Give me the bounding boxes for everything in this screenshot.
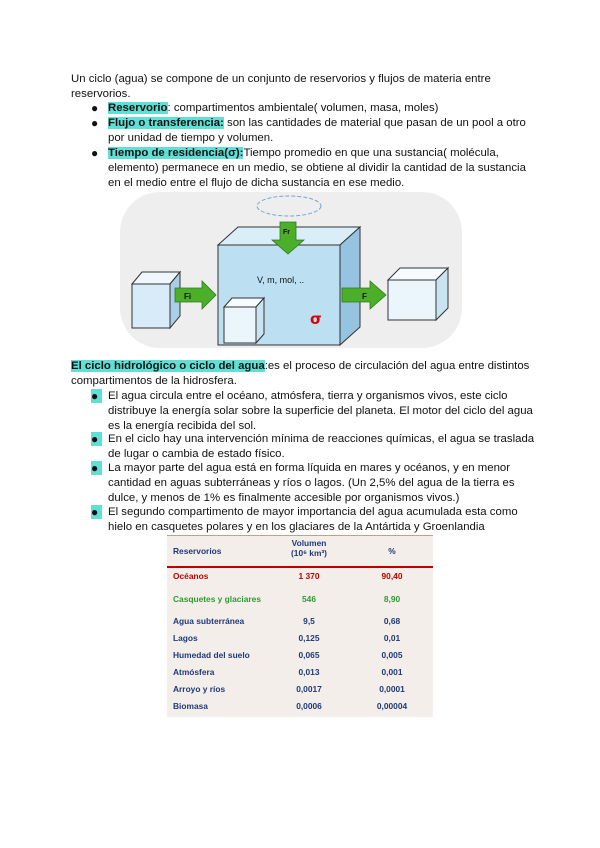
term-flujo: Flujo o transferencia: [108, 117, 224, 129]
percent-cell: 0,00004 [376, 701, 408, 711]
input-flux-arrow [175, 281, 216, 309]
definition-text: son las cantidades de material que pasan de un pool a otro [223, 117, 526, 129]
table-header [167, 536, 433, 568]
reservoir-diagram-svg [120, 192, 462, 348]
percent-cell: 0,0001 [379, 684, 405, 694]
definition-reservorio [91, 101, 535, 116]
percent-cell: 0,68 [383, 616, 401, 626]
hydro-definition-text-2: compartimentos de la hidrosfera. [71, 375, 237, 387]
term-tiempo-residencia: Tiempo de residencia(σ): [108, 147, 244, 159]
bullet-dot: ● [91, 505, 102, 519]
bullet-line: El segundo compartimento de mayor importancia del agua acumulada esta como [108, 506, 518, 518]
bullet-item [91, 389, 535, 434]
reservoir-name-cell: Biomasa [173, 701, 208, 711]
bullet-line: cantidad en aguas subterráneas y ríos o lagos. (Un 2,5% del agua de la tierra es [108, 477, 515, 489]
water-reservoirs-table [167, 535, 433, 717]
header-reservorios: Reservorios [173, 546, 222, 556]
definition-text: : compartimentos ambientale( volumen, masa, moles) [167, 102, 439, 114]
intro-line-1: Un ciclo (agua) se compone de un conjunto de reservorios y flujos de materia entre [71, 73, 491, 85]
bullet-dot: ● [91, 146, 99, 160]
definition-text: en el medio entre el flujo de dicha sustancia en ese medio. [108, 177, 405, 189]
bullet-item [91, 505, 535, 535]
top-flux-label: Fr [283, 229, 290, 236]
bullet-item [91, 432, 535, 462]
atmosphere-ellipse [257, 196, 321, 216]
bullet-line: de lugar o cambia de estado físico. [108, 448, 285, 460]
input-flux-label: Fi [184, 292, 192, 301]
header-volumen-unit: (10⁶ km³) [291, 548, 327, 558]
volume-cell: 9,5 [303, 616, 315, 626]
bullet-line: hielo en casquetes polares y en los glaciares de la Antártida y Groenlandia [108, 521, 485, 533]
bullet-line: distribuye la energía solar sobre la superficie del planeta. El motor del ciclo del agua [108, 405, 533, 417]
output-flux-label: F [362, 292, 367, 301]
bullet-dot: ● [91, 432, 102, 446]
term-ciclo-hidrologico: El ciclo hidrológico o ciclo del agua [71, 360, 265, 372]
hydro-definition-text: :es el proceso de circulación del agua entre distintos [264, 360, 530, 372]
bullet-line: dulce, y menos de 1% es finalmente accesible por organismos vivos.) [108, 492, 460, 504]
bullet-line: La mayor parte del agua está en forma líquida en mares y océanos, y en menor [108, 462, 511, 474]
bullet-line: El agua circula entre el océano, atmósfera, tierra y organismos vivos, este ciclo [108, 390, 508, 402]
percent-cell: 8,90 [383, 594, 401, 604]
volume-cell: 0,0017 [296, 684, 322, 694]
percent-cell: 0,001 [381, 667, 403, 677]
reservoir-name-cell: Atmósfera [173, 667, 215, 677]
reservoir-name-cell: Lagos [173, 633, 198, 643]
bullet-line: En el ciclo hay una intervención mínima de reacciones químicas, el agua se traslada [108, 433, 535, 445]
intro-paragraph [71, 72, 531, 102]
definition-text: Tiempo promedio en que una sustancia( molécula, [243, 147, 499, 159]
volume-cell: 546 [302, 594, 316, 604]
bullet-dot: ● [91, 116, 99, 130]
volume-cell: 0,013 [298, 667, 320, 677]
header-percent: % [388, 546, 396, 556]
reservoir-variables-label: V, m, mol, .. [257, 275, 305, 285]
residence-time-sigma: σ [310, 310, 322, 328]
definition-tiempo-residencia [91, 146, 535, 191]
bullet-line: es la energía recibida del sol. [108, 420, 257, 432]
bullet-dot: ● [91, 389, 102, 403]
reservoir-name-cell: Océanos [173, 571, 209, 581]
definition-text: por unidad de tiempo y volumen. [108, 132, 274, 144]
definition-text: elemento) permanece en un medio, se obtiene al dividir la cantidad de la sustancia [108, 162, 526, 174]
term-reservorio: Reservorio [108, 102, 168, 114]
reservoir-name-cell: Agua subterránea [173, 616, 245, 626]
volume-cell: 0,125 [298, 633, 320, 643]
bullet-dot: ● [91, 461, 102, 475]
percent-cell: 0,01 [383, 633, 401, 643]
percent-cell: 0,005 [381, 650, 403, 660]
reservoir-name-cell: Humedad del suelo [173, 650, 250, 660]
hydro-cycle-paragraph [71, 359, 541, 389]
volume-cell: 1 370 [298, 571, 320, 581]
reservoir-name-cell: Casquetes y glaciares [173, 594, 261, 604]
bullet-dot: ● [91, 101, 99, 115]
output-reservoir-cube [388, 268, 448, 320]
volume-cell: 0,065 [298, 650, 320, 660]
intro-line-2: reservorios. [71, 88, 131, 100]
percent-cell: 90,40 [381, 571, 403, 581]
input-reservoir-cube [132, 272, 180, 328]
bullet-item [91, 461, 535, 506]
header-volumen: Volumen [291, 538, 327, 548]
reservoir-name-cell: Arroyo y ríos [173, 684, 226, 694]
reservoir-diagram [120, 192, 462, 348]
definition-flujo [91, 116, 535, 146]
inner-reservoir-cube [224, 298, 264, 343]
volume-cell: 0,0006 [296, 701, 322, 711]
